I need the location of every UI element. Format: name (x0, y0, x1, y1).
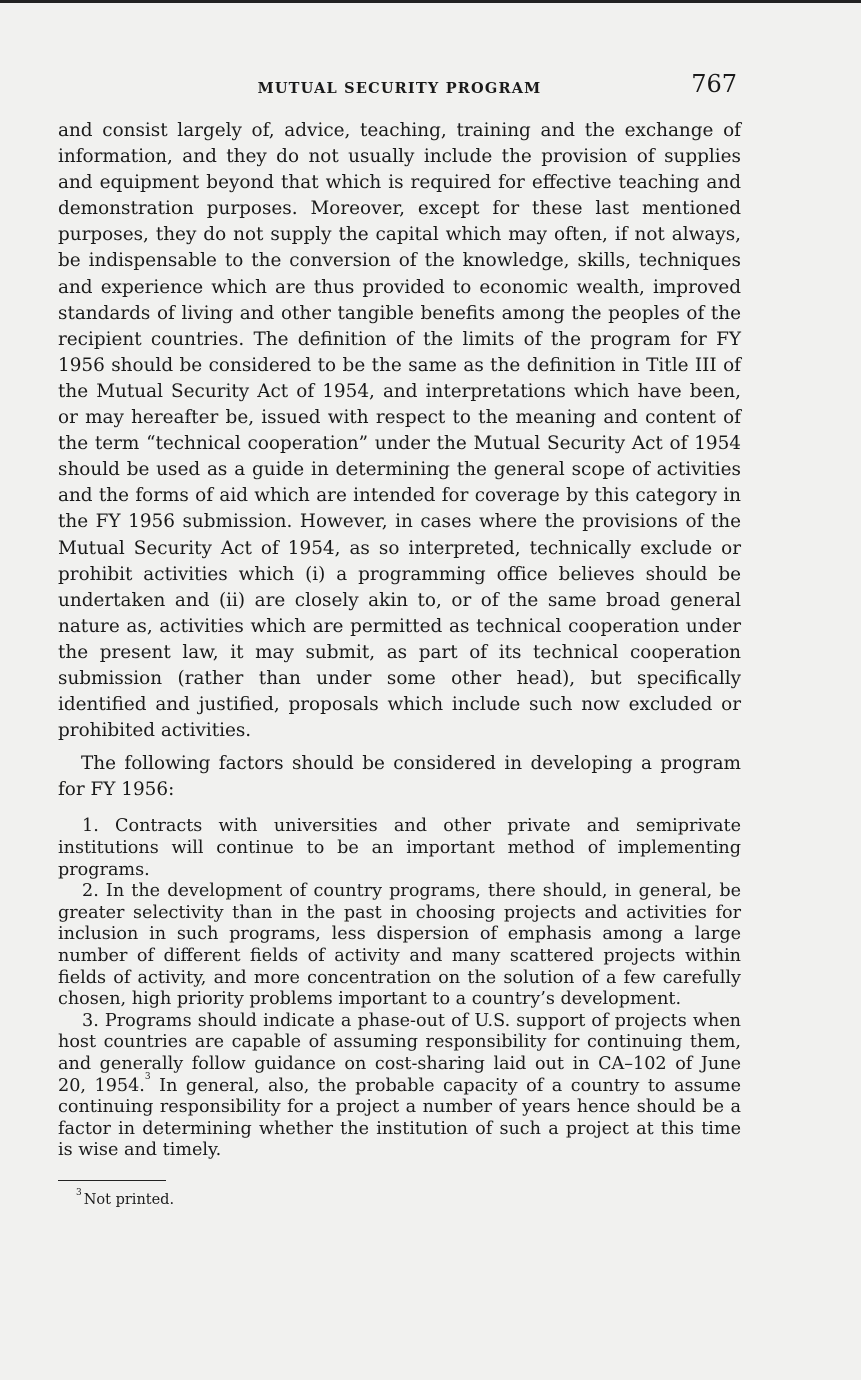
body-paragraph-continued: and consist largely of, advice, teaching, training and the exchange of information, and they do not usually include the provision of supplies and equipment beyond that which is required for effective teaching and demonstration purposes. Moreover, except for these last mentioned purposes, they do not supply the capital which may often, if not always, be indispensable to the conversion of the knowledge, skills, techniques and experience which are thus provided to economic wealth, improved standards of living and other tangible benefits among the peoples of the recipient countries. The definition of the limits of the program for FY 1956 should be considered to be the same as the definition in Title III of the Mutual Security Act of 1954, and interpretations which have been, or may hereafter be, issued with respect to the meaning and content of the term “technical cooperation” under the Mutual Security Act of 1954 should be used as a guide in determining the general scope of activities and the forms of aid which are intended for coverage by this category in the FY 1956 submission. However, in cases where the provisions of the Mutual Security Act of 1954, as so interpreted, technically exclude or prohibit activities which (i) a programming office believes should be undertaken and (ii) are closely akin to, or of the same broad general nature as, activities which are permitted as technical cooperation under the present law, it may submit, as part of its technical cooperation submission (rather than under some other head), but specifically identified and justified, proposals which include such now excluded or prohibited activities. (58, 120, 741, 742)
footnote-reference: 3 (144, 1071, 151, 1082)
factors-list (58, 816, 741, 1162)
list-item-text: In general, also, the probable capacity of a country to assume continuing responsibility for a project a number of years hence should be a factor in determining whether the institution of such a project at this time is wise and timely. (58, 1075, 741, 1161)
document-page (58, 70, 741, 1209)
list-item (58, 1011, 741, 1162)
footnote-text: Not printed. (83, 1192, 175, 1209)
footnote (76, 1188, 741, 1209)
list-item: 2. In the development of country programs, there should, in general, be greater selectivity than in the past in choosing projects and activities for inclusion in such programs, less dispersion of emphasis among a large number of different fields of activity and many scattered projects within fields of activity, and more concentration on the solution of a few carefully chosen, high priority problems important to a country’s development. (58, 881, 741, 1010)
running-title: MUTUAL SECURITY PROGRAM (257, 80, 542, 97)
footnote-marker: 3 (76, 1188, 82, 1199)
running-head (58, 70, 741, 110)
body-paragraph-factors-intro: The following factors should be considered in developing a program for FY 1956: (58, 753, 741, 801)
list-item: 1. Contracts with universities and other private and semiprivate institutions will continue to be an important method of implementing programs. (58, 816, 741, 880)
footnote-divider (58, 1180, 166, 1182)
page-number: 767 (691, 70, 737, 98)
top-edge-rule (0, 0, 861, 3)
list-item-text: 3. Programs should indicate a phase-out of U.S. support of projects when host countries are capable of assuming responsibility for continuing them, and generally follow guidance on cost-sharing laid out in CA–102 of June 20, 1954. (58, 1010, 741, 1096)
